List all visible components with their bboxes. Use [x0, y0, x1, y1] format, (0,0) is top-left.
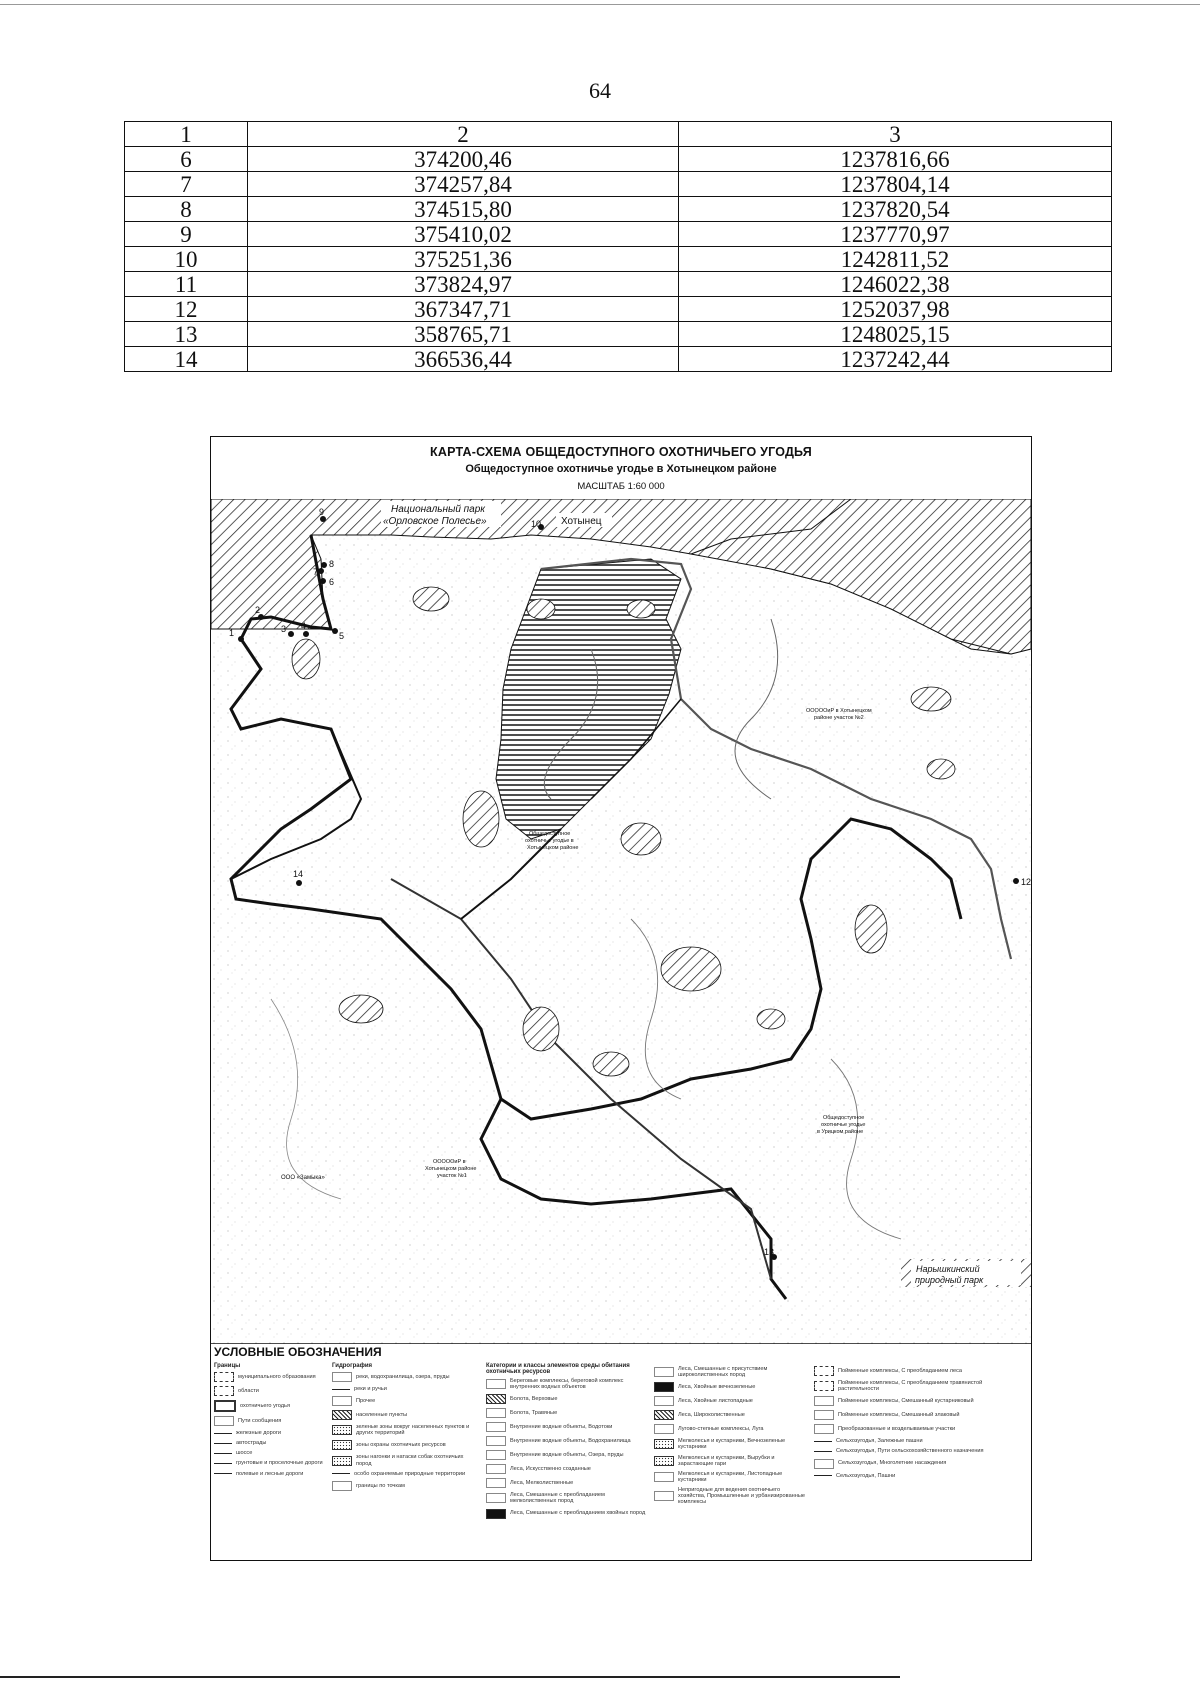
- legend-swatch: [814, 1381, 834, 1391]
- legend: [210, 1343, 1032, 1559]
- table-cell: 7: [125, 172, 248, 197]
- plot2-label: районе участок №2: [814, 715, 864, 721]
- plot1-label: участок №1: [437, 1173, 467, 1179]
- legend-swatch: [486, 1509, 506, 1519]
- settlement: [413, 587, 449, 611]
- legend-item: [654, 1382, 809, 1392]
- legend-label: Сельхозугодья, Многолетние насаждения: [838, 1460, 947, 1467]
- legend-item: [486, 1394, 646, 1404]
- settlement: [757, 1009, 785, 1029]
- settlement: [627, 600, 655, 618]
- zamyka-label: ООО «Замыка»: [281, 1175, 325, 1181]
- point-label: 3: [281, 624, 287, 634]
- legend-swatch: [214, 1463, 232, 1464]
- legend-item: [332, 1454, 480, 1466]
- legend-item: [332, 1440, 480, 1450]
- legend-columns: [214, 1363, 1028, 1553]
- legend-column: [486, 1363, 646, 1523]
- table-cell: 2: [248, 122, 679, 147]
- legend-label: зоны охраны охотничьих ресурсов: [356, 1442, 446, 1449]
- legend-swatch: [814, 1424, 834, 1434]
- point-1: [238, 636, 244, 642]
- legend-label: особо охраняемые природные территории: [354, 1470, 466, 1477]
- legend-label: Леса, Хвойные листопадные: [678, 1398, 753, 1405]
- legend-item: [486, 1378, 646, 1390]
- legend-item: [814, 1448, 1024, 1454]
- legend-swatch: [332, 1425, 352, 1435]
- legend-item: [214, 1450, 324, 1456]
- legend-item: [332, 1386, 480, 1392]
- point-label: 9: [319, 507, 325, 517]
- legend-swatch: [654, 1396, 674, 1406]
- legend-swatch: [214, 1453, 232, 1454]
- legend-item: [332, 1396, 480, 1406]
- point-5: [332, 628, 338, 634]
- legend-item: [486, 1422, 646, 1432]
- naryshkinsky-label: Нарышкинский: [916, 1264, 980, 1274]
- table-cell: 10: [125, 247, 248, 272]
- uritsk-label: охотничье угодье: [821, 1122, 866, 1128]
- table-cell: 367347,71: [248, 297, 679, 322]
- legend-swatch: [486, 1478, 506, 1488]
- point-14: [296, 880, 302, 886]
- table-cell: 8: [125, 197, 248, 222]
- point-8: [321, 562, 327, 568]
- legend-swatch: [332, 1410, 352, 1420]
- legend-swatch: [214, 1443, 232, 1444]
- legend-label: полевые и лесные дороги: [236, 1470, 304, 1477]
- legend-swatch: [654, 1491, 674, 1501]
- legend-label: Преобразованные и возделываемые участки: [838, 1426, 956, 1433]
- legend-label: Внутренние водные объекты, Озера, пруды: [510, 1452, 624, 1459]
- legend-swatch: [332, 1473, 350, 1474]
- table-cell: 1237816,66: [679, 147, 1112, 172]
- legend-swatch: [486, 1408, 506, 1418]
- legend-item: [214, 1471, 324, 1477]
- settlement: [927, 759, 955, 779]
- legend-item: [332, 1471, 480, 1477]
- table-cell: 375410,02: [248, 222, 679, 247]
- settlement: [463, 791, 499, 847]
- national-park-label: Национальный парк: [391, 504, 486, 515]
- legend-label: грунтовые и проселочные дороги: [236, 1460, 323, 1467]
- table-cell: 1248025,15: [679, 322, 1112, 347]
- table-row: [125, 272, 1112, 297]
- uritsk-label: Общедоступное: [823, 1115, 865, 1121]
- table-cell: 1237820,54: [679, 197, 1112, 222]
- legend-swatch: [654, 1456, 674, 1466]
- legend-label: Пойменные комплексы, Смешанный злаковый: [838, 1412, 960, 1419]
- table-row: [125, 197, 1112, 222]
- legend-label: Пойменные комплексы, С преобладанием травянистой растительности: [838, 1380, 983, 1393]
- legend-swatch: [214, 1416, 234, 1426]
- table-cell: 1246022,38: [679, 272, 1112, 297]
- legend-swatch: [654, 1382, 674, 1392]
- table-row: [125, 147, 1112, 172]
- legend-item: [332, 1410, 480, 1420]
- legend-label: железные дороги: [236, 1430, 282, 1436]
- legend-label: муниципального образования: [238, 1373, 316, 1380]
- legend-item: [654, 1455, 809, 1467]
- legend-title: УСЛОВНЫЕ ОБОЗНАЧЕНИЯ: [214, 1345, 382, 1359]
- legend-item: [654, 1396, 809, 1406]
- legend-item: [332, 1481, 480, 1491]
- coordinates-table: [124, 121, 1112, 372]
- legend-label: Леса, Смешанные с преобладанием мелколиственных пород: [510, 1492, 605, 1505]
- table-cell: 358765,71: [248, 322, 679, 347]
- plot2-label: ОООООиР в Хотынецком: [806, 708, 872, 714]
- point-label: 4: [301, 621, 307, 631]
- legend-item: [486, 1464, 646, 1474]
- legend-label: реки и ручьи: [354, 1386, 387, 1392]
- legend-label: охотничьего угодья: [240, 1402, 290, 1409]
- legend-label: Болота, Травяные: [510, 1410, 558, 1417]
- settlement: [661, 947, 721, 991]
- legend-item: [214, 1386, 324, 1396]
- legend-label: автострады: [236, 1440, 267, 1447]
- legend-swatch: [486, 1464, 506, 1474]
- legend-label: шоссе: [236, 1450, 253, 1457]
- legend-swatch: [814, 1410, 834, 1420]
- legend-swatch: [332, 1372, 352, 1382]
- settlement: [855, 905, 887, 953]
- legend-label: Лугово-степные комплексы, Луга: [678, 1426, 764, 1433]
- point-label: 8: [329, 559, 335, 569]
- point-label: 12: [1021, 877, 1031, 887]
- legend-label: области: [238, 1387, 259, 1394]
- legend-swatch: [654, 1439, 674, 1449]
- legend-label: Леса, Мелколиственные: [510, 1480, 574, 1487]
- legend-item: [654, 1424, 809, 1434]
- legend-label: реки, водохранилища, озера, пруды: [356, 1373, 450, 1380]
- legend-swatch: [486, 1436, 506, 1446]
- legend-label: Мелколесья и кустарники, Вечнозеленые кустарники: [678, 1438, 786, 1451]
- point-label: 5: [339, 631, 345, 641]
- legend-swatch: [814, 1475, 832, 1476]
- legend-swatch: [332, 1389, 350, 1390]
- legend-item: [214, 1416, 324, 1426]
- legend-item: [486, 1436, 646, 1446]
- point-label: 1: [229, 628, 235, 638]
- table-cell: 9: [125, 222, 248, 247]
- legend-swatch: [332, 1456, 352, 1466]
- table-cell: 1: [125, 122, 248, 147]
- legend-column: [814, 1363, 1024, 1483]
- legend-item: [654, 1487, 809, 1505]
- legend-label: Мелколесья и кустарники, Вырубки и зарастающие гари: [678, 1454, 775, 1467]
- top-rule: [0, 4, 1200, 5]
- legend-item: [654, 1471, 809, 1483]
- legend-label: Болота, Верховые: [510, 1396, 558, 1403]
- legend-swatch: [654, 1410, 674, 1420]
- legend-label: Мелколесья и кустарники, Листопадные кустарники: [678, 1470, 783, 1483]
- legend-label: Непригодные для ведения охотничьего хозяйства, Промышленные и урбанизированные комплексы: [678, 1487, 805, 1506]
- legend-item: [214, 1430, 324, 1436]
- legend-swatch: [654, 1472, 674, 1482]
- point-6: [320, 578, 326, 584]
- settlement: [339, 995, 383, 1023]
- legend-column-heading: Гидрография: [332, 1363, 373, 1369]
- legend-label: Пути сообщения: [238, 1417, 282, 1424]
- point-4: [303, 631, 309, 637]
- table-row: [125, 347, 1112, 372]
- legend-swatch: [214, 1386, 234, 1396]
- legend-item: [814, 1366, 1024, 1376]
- table-row: [125, 322, 1112, 347]
- naryshkinsky-label: природный парк: [915, 1275, 984, 1285]
- legend-swatch: [814, 1441, 832, 1442]
- legend-swatch: [214, 1400, 236, 1412]
- point-label: 2: [255, 605, 261, 615]
- settlement: [911, 687, 951, 711]
- legend-column: [214, 1363, 324, 1481]
- table-cell: 374515,80: [248, 197, 679, 222]
- legend-label: Береговые комплексы, береговой комплекс внутренних водных объектов: [510, 1378, 624, 1391]
- legend-item: [486, 1492, 646, 1504]
- map-subtitle: Общедоступное охотничье угодье в Хотынецком районе: [465, 463, 777, 475]
- table-row: [125, 297, 1112, 322]
- plot1-label: ОООООиР в: [433, 1159, 466, 1165]
- legend-item: [486, 1450, 646, 1460]
- table-cell: 1252037,98: [679, 297, 1112, 322]
- bottom-rule: [0, 1676, 900, 1678]
- table-header-row: [125, 122, 1112, 147]
- legend-swatch: [332, 1481, 352, 1491]
- page-number: 64: [589, 78, 611, 103]
- center-label: охотничье угодье в: [525, 838, 574, 844]
- table-cell: 374200,46: [248, 147, 679, 172]
- legend-column-heading: Категории и классы элементов среды обитания охотничьих ресурсов: [486, 1363, 630, 1375]
- legend-item: [332, 1372, 480, 1382]
- legend-item: [654, 1366, 809, 1378]
- table-row: [125, 247, 1112, 272]
- legend-item: [486, 1509, 646, 1519]
- point-label: 10: [531, 519, 542, 529]
- table-cell: 1237804,14: [679, 172, 1112, 197]
- table-cell: 373824,97: [248, 272, 679, 297]
- legend-swatch: [814, 1366, 834, 1376]
- legend-item: [654, 1410, 809, 1420]
- table-cell: 374257,84: [248, 172, 679, 197]
- table-cell: 14: [125, 347, 248, 372]
- legend-item: [486, 1478, 646, 1488]
- table-cell: 1237242,44: [679, 347, 1112, 372]
- legend-swatch: [332, 1440, 352, 1450]
- legend-item: [814, 1410, 1024, 1420]
- map-scale: МАСШТАБ 1:60 000: [577, 481, 665, 492]
- table-row: [125, 222, 1112, 247]
- legend-label: Сельхозугодья, Залежные пашни: [836, 1438, 923, 1445]
- legend-item: [814, 1380, 1024, 1392]
- legend-item: [654, 1438, 809, 1450]
- legend-item: [486, 1408, 646, 1418]
- legend-item: [814, 1459, 1024, 1469]
- legend-label: Леса, Искусственно созданные: [510, 1466, 591, 1473]
- national-park-label: «Орловское Полесье»: [383, 516, 487, 527]
- legend-swatch: [486, 1450, 506, 1460]
- legend-label: Леса, Хвойные вечнозеленые: [678, 1384, 756, 1391]
- legend-item: [214, 1440, 324, 1446]
- legend-swatch: [814, 1396, 834, 1406]
- legend-column: [654, 1363, 809, 1510]
- legend-label: Сельхозугодья, Пашни: [836, 1472, 896, 1479]
- point-12: [1013, 878, 1019, 884]
- legend-label: Леса, Широколиственные: [678, 1412, 745, 1419]
- point-label: 6: [329, 577, 335, 587]
- legend-label: Пойменные комплексы, С преобладанием леса: [838, 1367, 963, 1374]
- point-label: 7: [313, 567, 319, 577]
- table-cell: 13: [125, 322, 248, 347]
- point-label: 13: [764, 1247, 775, 1257]
- legend-label: населенные пункты: [356, 1412, 408, 1419]
- table-cell: 6: [125, 147, 248, 172]
- legend-label: границы по точкам: [356, 1482, 405, 1489]
- legend-label: Внутренние водные объекты, Водотоки: [510, 1424, 613, 1431]
- legend-swatch: [486, 1379, 506, 1389]
- table-cell: 12: [125, 297, 248, 322]
- settlement: [292, 639, 320, 679]
- table-cell: 11: [125, 272, 248, 297]
- legend-swatch: [654, 1367, 674, 1377]
- legend-swatch: [486, 1422, 506, 1432]
- settlement: [621, 823, 661, 855]
- table-row: [125, 172, 1112, 197]
- legend-label: Внутренние водные объекты, Водохранилища: [510, 1438, 631, 1445]
- point-7: [318, 568, 324, 574]
- legend-item: [814, 1396, 1024, 1406]
- legend-item: [814, 1438, 1024, 1444]
- legend-label: Сельхозугодья, Пути сельскохозяйственного назначения: [836, 1448, 984, 1455]
- legend-swatch: [214, 1372, 234, 1382]
- table-cell: 375251,36: [248, 247, 679, 272]
- table-cell: 366536,44: [248, 347, 679, 372]
- legend-swatch: [654, 1424, 674, 1434]
- center-label: Общедоступное: [529, 831, 571, 837]
- legend-label: Леса, Смешанные с преобладанием хвойных пород: [510, 1510, 646, 1517]
- table-cell: 1237770,97: [679, 222, 1112, 247]
- plot1-label: Хотынецком районе: [425, 1166, 477, 1172]
- legend-swatch: [214, 1473, 232, 1474]
- legend-label: зеленые зоны вокруг населенных пунктов и других территорий: [356, 1424, 470, 1437]
- table-cell: 1242811,52: [679, 247, 1112, 272]
- legend-column: [332, 1363, 480, 1495]
- legend-item: [214, 1400, 324, 1412]
- legend-swatch: [486, 1493, 506, 1503]
- legend-swatch: [814, 1459, 834, 1469]
- legend-item: [814, 1424, 1024, 1434]
- center-label: Хотынецком районе: [527, 845, 579, 851]
- legend-swatch: [214, 1433, 232, 1434]
- settlement: [527, 599, 555, 619]
- legend-item: [814, 1473, 1024, 1479]
- point-3: [288, 631, 294, 637]
- point-label: 14: [293, 869, 304, 879]
- legend-swatch: [486, 1394, 506, 1404]
- settlement: [593, 1052, 629, 1076]
- uritsk-label: в Урицком районе: [817, 1129, 864, 1135]
- town-label: Хотынец: [561, 516, 602, 527]
- legend-label: Пойменные комплексы, Смешанный кустарниковый: [838, 1398, 974, 1405]
- table-cell: 3: [679, 122, 1112, 147]
- legend-label: Леса, Смешанные с присутствием широколиственных пород: [678, 1366, 768, 1379]
- legend-column-heading: Границы: [214, 1363, 241, 1369]
- legend-swatch: [332, 1396, 352, 1406]
- map-title: КАРТА-СХЕМА ОБЩЕДОСТУПНОГО ОХОТНИЧЬЕГО УГОДЬЯ: [430, 445, 812, 459]
- legend-label: зоны нагонки и натаски собак охотничьих пород: [356, 1454, 464, 1467]
- legend-swatch: [814, 1451, 832, 1452]
- legend-label: Прочее: [356, 1398, 376, 1405]
- map-drawing: [211, 499, 1031, 1344]
- legend-item: [332, 1424, 480, 1436]
- legend-item: [214, 1372, 324, 1382]
- legend-item: [214, 1460, 324, 1466]
- settlement: [523, 1007, 559, 1051]
